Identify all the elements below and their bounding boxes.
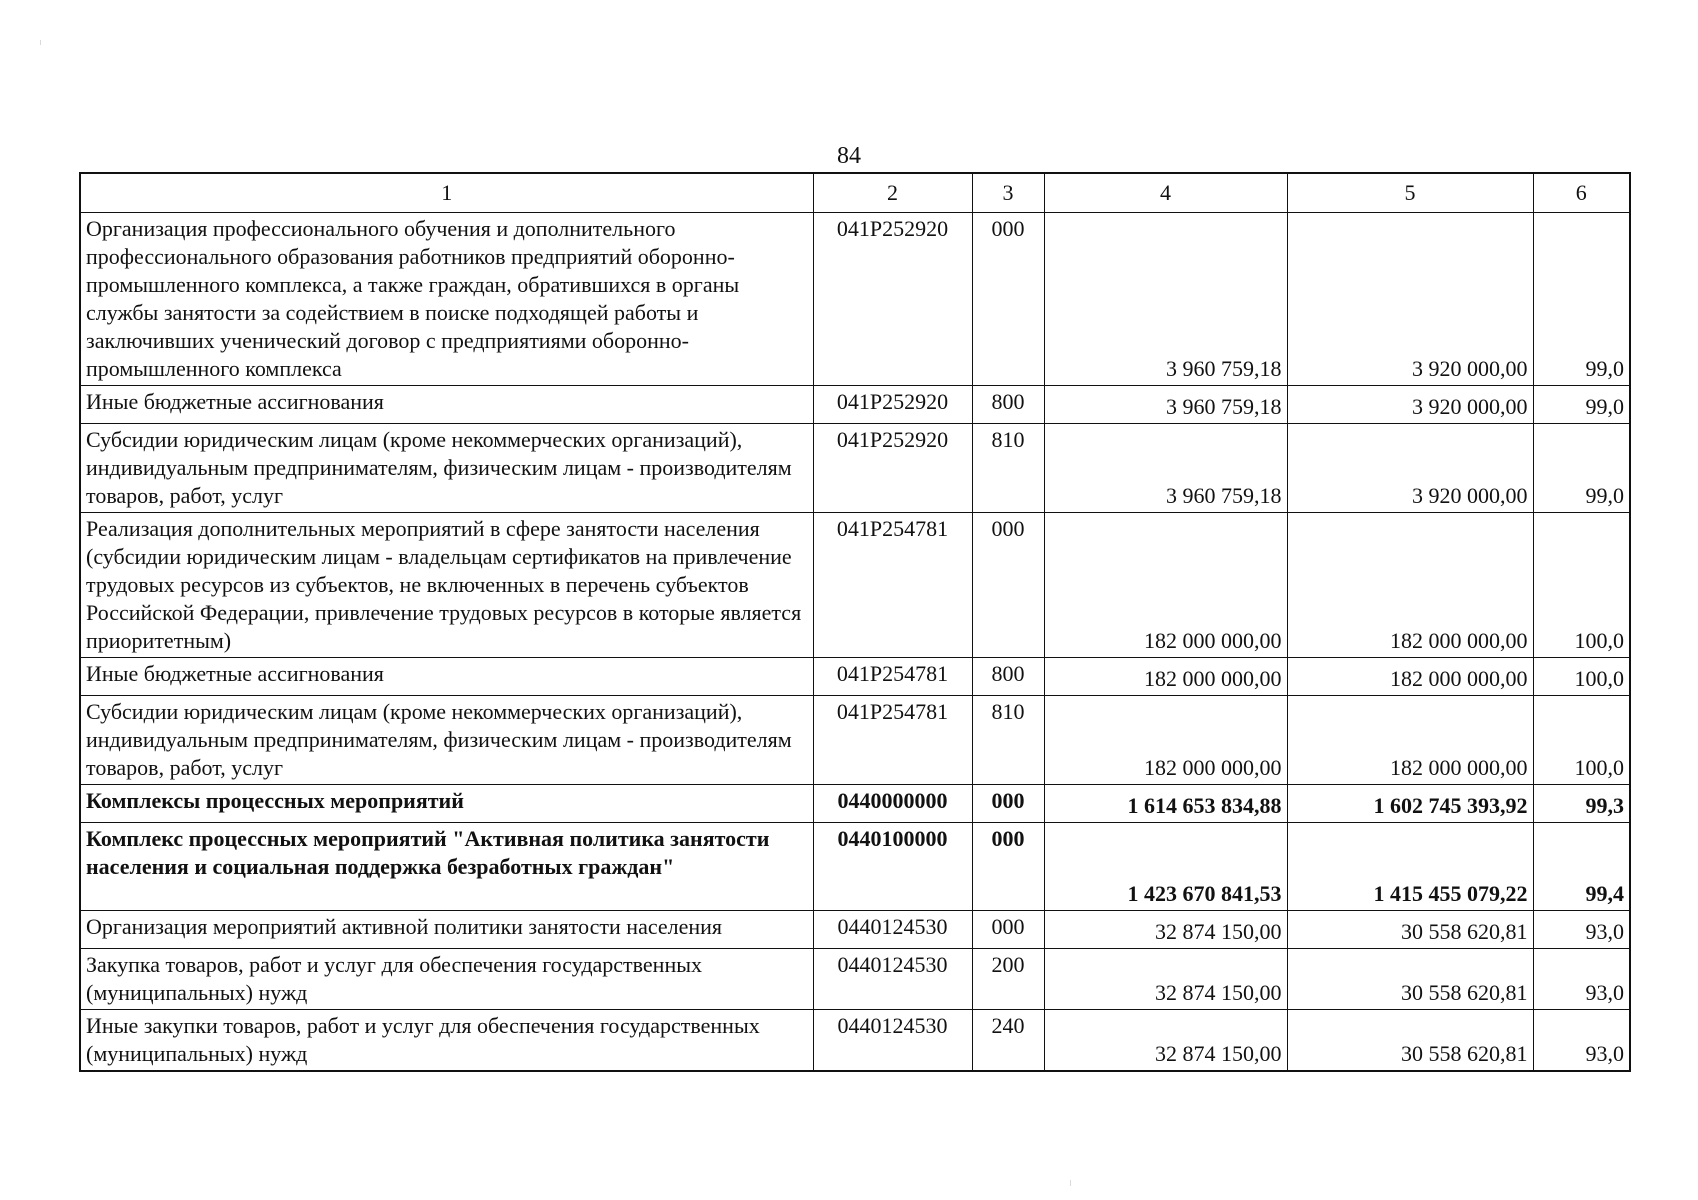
page-number: 84 — [837, 143, 861, 169]
scan-artifact — [1070, 1180, 1071, 1186]
table-row — [80, 658, 1630, 696]
row-type: 200 — [972, 949, 1044, 1010]
column-number: 6 — [1533, 173, 1630, 213]
table-row — [80, 949, 1630, 1010]
table-row-total — [80, 785, 1630, 823]
row-percent: 93,0 — [1533, 1010, 1630, 1072]
row-percent: 99,4 — [1533, 823, 1630, 911]
table-row — [80, 1010, 1630, 1072]
row-actual-amount: 30 558 620,81 — [1287, 1010, 1533, 1072]
row-code: 0440100000 — [813, 823, 972, 911]
row-name: Организация мероприятий активной политики занятости населения — [80, 911, 813, 949]
row-code: 0440124530 — [813, 911, 972, 949]
row-name: Иные бюджетные ассигнования — [80, 386, 813, 424]
row-type: 000 — [972, 911, 1044, 949]
row-name: Иные закупки товаров, работ и услуг для обеспечения государственных (муниципальных) нужд — [80, 1010, 813, 1072]
row-plan-amount: 32 874 150,00 — [1044, 911, 1287, 949]
column-number: 2 — [813, 173, 972, 213]
row-plan-amount: 1 614 653 834,88 — [1044, 785, 1287, 823]
row-percent: 100,0 — [1533, 513, 1630, 658]
row-percent: 99,0 — [1533, 424, 1630, 513]
row-percent: 93,0 — [1533, 949, 1630, 1010]
row-plan-amount: 32 874 150,00 — [1044, 1010, 1287, 1072]
row-percent: 100,0 — [1533, 696, 1630, 785]
row-name: Комплекс процессных мероприятий "Активная политика занятости населения и социальная поддержка безработных граждан" — [80, 823, 813, 911]
row-code: 0440124530 — [813, 1010, 972, 1072]
table-row — [80, 386, 1630, 424]
row-plan-amount: 182 000 000,00 — [1044, 658, 1287, 696]
row-name: Реализация дополнительных мероприятий в сфере занятости населения (субсидии юридическим лицам - владельцам сертификатов на привлечение трудовых ресурсов из субъектов, не включенных в перечень субъектов Российской Федерации, привлечение трудовых ресурсов в которые является приоритетным) — [80, 513, 813, 658]
row-percent: 100,0 — [1533, 658, 1630, 696]
row-code: 041P252920 — [813, 424, 972, 513]
row-actual-amount: 30 558 620,81 — [1287, 911, 1533, 949]
row-actual-amount: 3 920 000,00 — [1287, 386, 1533, 424]
row-code: 041P252920 — [813, 213, 972, 386]
row-percent: 99,0 — [1533, 386, 1630, 424]
column-number: 5 — [1287, 173, 1533, 213]
row-code: 041P252920 — [813, 386, 972, 424]
row-name: Субсидии юридическим лицам (кроме некоммерческих организаций), индивидуальным предпринимателям, физическим лицам - производителям товаров, работ, услуг — [80, 424, 813, 513]
row-type: 000 — [972, 823, 1044, 911]
row-type: 000 — [972, 513, 1044, 658]
row-plan-amount: 3 960 759,18 — [1044, 386, 1287, 424]
row-actual-amount: 1 602 745 393,92 — [1287, 785, 1533, 823]
table-row — [80, 424, 1630, 513]
row-plan-amount: 3 960 759,18 — [1044, 213, 1287, 386]
row-name: Закупка товаров, работ и услуг для обеспечения государственных (муниципальных) нужд — [80, 949, 813, 1010]
table-row-subtotal — [80, 823, 1630, 911]
row-name: Организация профессионального обучения и дополнительного профессионального образования работников предприятий оборонно-промышленного комплекса, а также граждан, обратившихся в органы службы занятости за содействием в поиске подходящей работы и заключивших ученический договор с предприятиями оборонно-промышленного комплекса — [80, 213, 813, 386]
row-name: Субсидии юридическим лицам (кроме некоммерческих организаций), индивидуальным предпринимателям, физическим лицам - производителям товаров, работ, услуг — [80, 696, 813, 785]
row-actual-amount: 3 920 000,00 — [1287, 213, 1533, 386]
row-actual-amount: 182 000 000,00 — [1287, 658, 1533, 696]
row-code: 041P254781 — [813, 696, 972, 785]
row-code: 041P254781 — [813, 658, 972, 696]
row-actual-amount: 182 000 000,00 — [1287, 513, 1533, 658]
row-percent: 99,3 — [1533, 785, 1630, 823]
row-name: Комплексы процессных мероприятий — [80, 785, 813, 823]
row-code: 0440124530 — [813, 949, 972, 1010]
row-actual-amount: 1 415 455 079,22 — [1287, 823, 1533, 911]
column-number-row — [80, 173, 1630, 213]
row-type: 800 — [972, 658, 1044, 696]
row-type: 000 — [972, 213, 1044, 386]
table-row — [80, 911, 1630, 949]
row-plan-amount: 1 423 670 841,53 — [1044, 823, 1287, 911]
row-plan-amount: 182 000 000,00 — [1044, 513, 1287, 658]
row-code: 0440000000 — [813, 785, 972, 823]
row-actual-amount: 182 000 000,00 — [1287, 696, 1533, 785]
budget-table — [79, 172, 1631, 1072]
row-percent: 99,0 — [1533, 213, 1630, 386]
table-row — [80, 696, 1630, 785]
row-name: Иные бюджетные ассигнования — [80, 658, 813, 696]
row-percent: 93,0 — [1533, 911, 1630, 949]
row-code: 041P254781 — [813, 513, 972, 658]
row-type: 810 — [972, 696, 1044, 785]
column-number: 3 — [972, 173, 1044, 213]
row-plan-amount: 182 000 000,00 — [1044, 696, 1287, 785]
scan-artifact — [40, 40, 41, 45]
column-number: 1 — [80, 173, 813, 213]
table-row — [80, 213, 1630, 386]
row-type: 000 — [972, 785, 1044, 823]
row-type: 810 — [972, 424, 1044, 513]
row-plan-amount: 3 960 759,18 — [1044, 424, 1287, 513]
row-type: 240 — [972, 1010, 1044, 1072]
table-row — [80, 513, 1630, 658]
row-actual-amount: 30 558 620,81 — [1287, 949, 1533, 1010]
row-actual-amount: 3 920 000,00 — [1287, 424, 1533, 513]
row-type: 800 — [972, 386, 1044, 424]
row-plan-amount: 32 874 150,00 — [1044, 949, 1287, 1010]
column-number: 4 — [1044, 173, 1287, 213]
